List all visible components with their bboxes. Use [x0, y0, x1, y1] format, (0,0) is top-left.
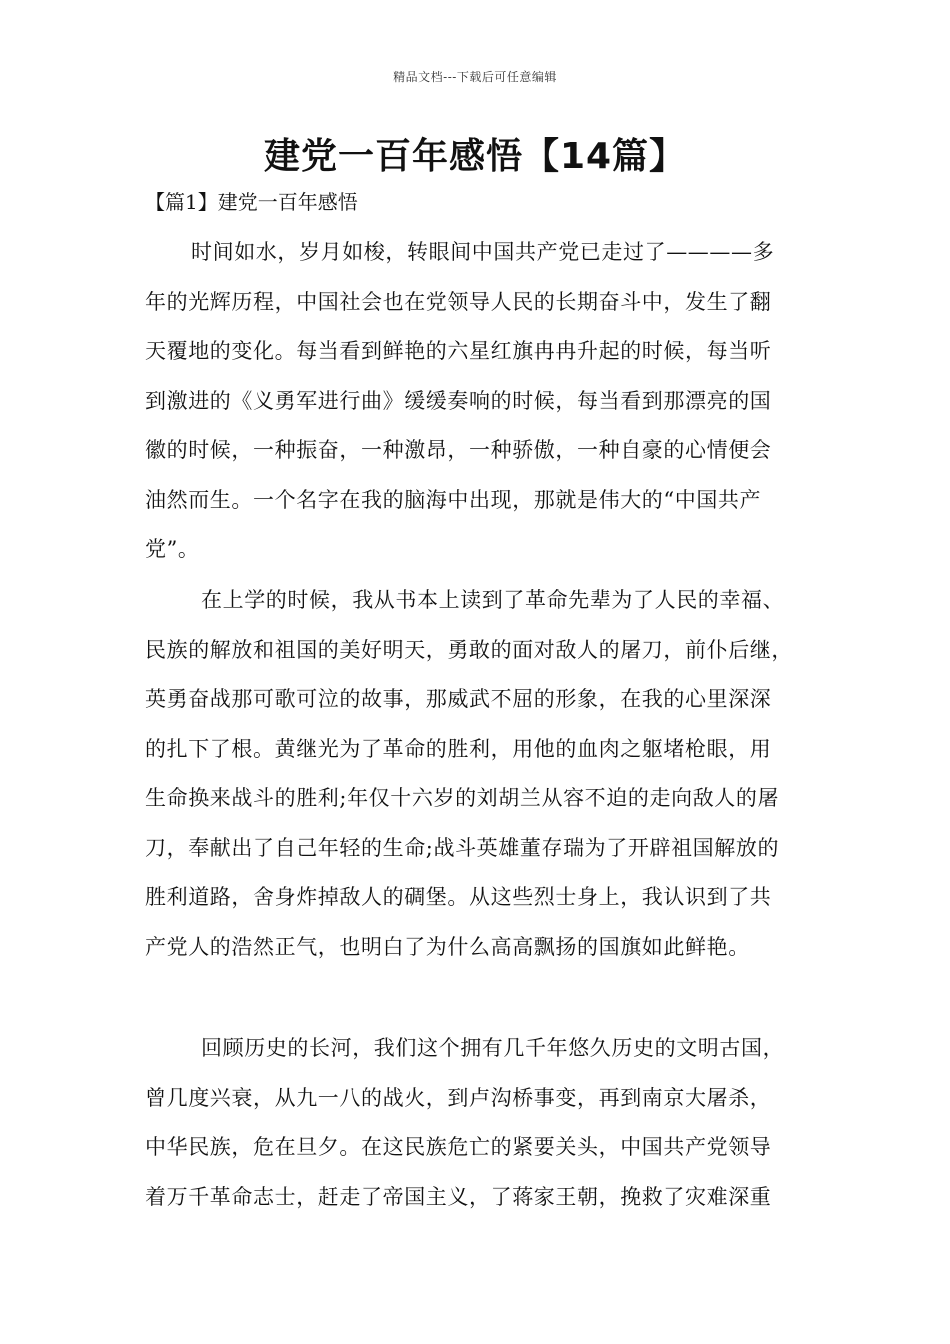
document-title: 建党一百年感悟【14篇】 [263, 136, 687, 177]
paragraph-line: 民族的解放和祖国的美好明天，勇敢的面对敌人的屠刀，前仆后继， [145, 637, 793, 662]
paragraph-line: 曾几度兴衰，从九一八的战火，到卢沟桥事变，再到南京大屠杀， [145, 1085, 772, 1110]
paragraph-line: 回顾历史的长河，我们这个拥有几千年悠久历史的文明古国， [201, 1036, 785, 1060]
paragraph-line: 油然而生。一个名字在我的脑海中出现，那就是伟大的“中国共产 [145, 487, 762, 512]
paragraph-line: 着万千革命志士，赶走了帝国主义，了蒋家王朝，挽救了灾难深重 [145, 1184, 772, 1209]
paragraph-line: 的扎下了根。黄继光为了革命的胜利，用他的血肉之躯堵枪眼，用 [145, 736, 772, 761]
section-heading: 【篇1】建党一百年感悟 [145, 190, 358, 214]
paragraph-line: 中华民族，危在旦夕。在这民族危亡的紧要关头，中国共产党领导 [145, 1135, 772, 1159]
paragraph-line: 在上学的时候，我从书本上读到了革命先辈为了人民的幸福、 [201, 588, 785, 612]
paragraph-3 [145, 1024, 810, 1222]
paragraph-line: 时间如水，岁月如梭，转眼间中国共产党已走过了————多 [191, 240, 775, 264]
paragraph-line: 天覆地的变化。每当看到鲜艳的六星红旗冉冉升起的时候，每当听 [145, 339, 772, 363]
paragraph-line: 到激进的《义勇军进行曲》缓缓奏响的时候，每当看到那漂亮的国 [145, 388, 772, 413]
header-note: 精品文档---下载后可任意编辑 [393, 70, 557, 84]
paragraph-line: 年的光辉历程，中国社会也在党领导人民的长期奋斗中，发生了翻 [145, 289, 772, 314]
paragraph-line: 胜利道路，舍身炸掉敌人的碉堡。从这些烈士身上，我认识到了共 [145, 885, 772, 909]
paragraph-line: 刀，奉献出了自己年轻的生命;战斗英雄董存瑞为了开辟祖国解放的 [145, 835, 780, 860]
paragraph-1 [145, 228, 810, 575]
paragraph-line: 生命换来战斗的胜利;年仅十六岁的刘胡兰从容不迫的走向敌人的屠 [145, 786, 780, 810]
paragraph-line: 英勇奋战那可歌可泣的故事，那威武不屈的形象，在我的心里深深 [145, 687, 772, 711]
paragraph-line: 徽的时候，一种振奋，一种激昂，一种骄傲，一种自豪的心情便会 [145, 438, 772, 462]
paragraph-2 [145, 576, 810, 972]
paragraph-line: 产党人的浩然正气，也明白了为什么高高飘扬的国旗如此鲜艳。 [145, 934, 750, 959]
paragraph-line: 党”。 [145, 537, 200, 561]
